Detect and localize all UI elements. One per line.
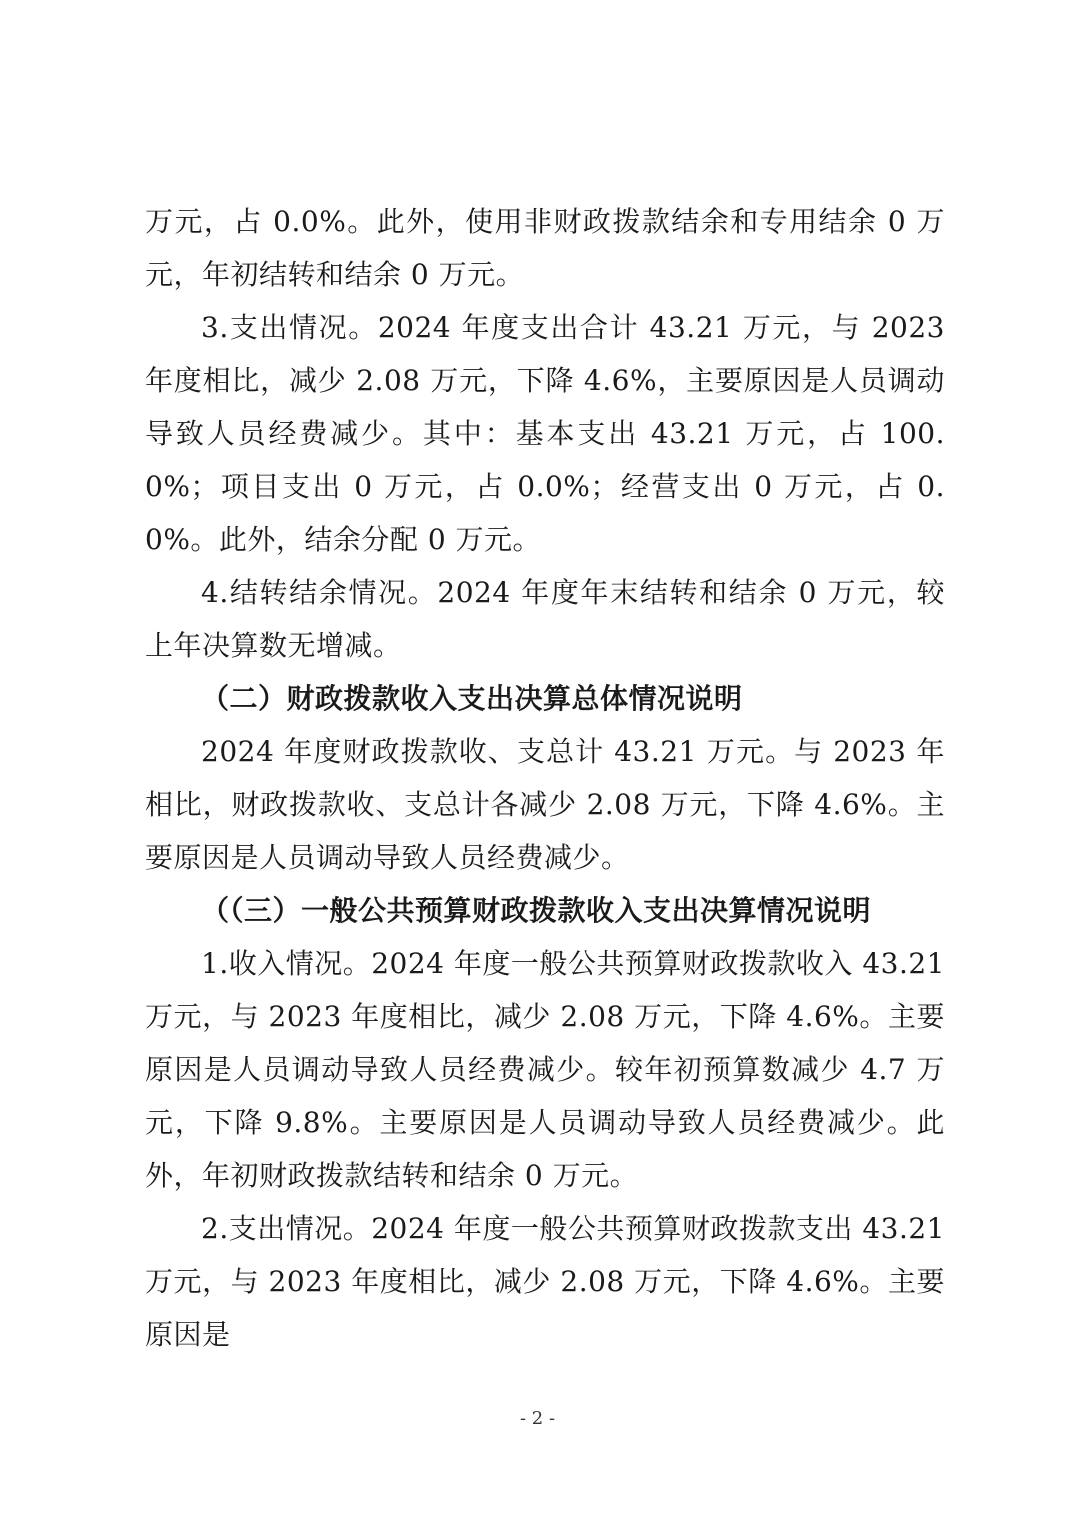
page-number: - 2 - bbox=[519, 1408, 556, 1429]
paragraph-carryover: 4.结转结余情况。2024 年度年末结转和结余 0 万元，较上年决算数无增减。 bbox=[145, 576, 945, 662]
paragraph-general-expenditure: 2.支出情况。2024 年度一般公共预算财政拨款支出 43.21 万元，与 2023 年度相比，减少 2.08 万元，下降 4.6%。主要原因是 bbox=[145, 1212, 945, 1351]
paragraph-income: 1.收入情况。2024 年度一般公共预算财政拨款收入 43.21 万元，与 2023 年度相比，减少 2.08 万元，下降 4.6%。主要原因是人员调动导致人员经费减少。较年初预算数减少 4.7 万元，下降 9.8%。主要原因是人员调动导致人员经费减少。此外，年初财政拨款结转和结余 0 万元。 bbox=[145, 947, 945, 1192]
section-heading-2: （二）财政拨款收入支出决算总体情况说明 bbox=[201, 682, 743, 715]
document-body bbox=[145, 195, 945, 1361]
paragraph-fiscal-overview: 2024 年度财政拨款收、支总计 43.21 万元。与 2023 年相比，财政拨款收、支总计各减少 2.08 万元，下降 4.6%。主要原因是人员调动导致人员经费减少。 bbox=[145, 735, 945, 874]
section-heading-3: （（三）一般公共预算财政拨款收入支出决算情况说明 bbox=[201, 894, 872, 927]
paragraph-expenditure: 3.支出情况。2024 年度支出合计 43.21 万元，与 2023 年度相比，减少 2.08 万元，下降 4.6%，主要原因是人员调动导致人员经费减少。其中：基本支出 43.21 万元，占 100.0%；项目支出 0 万元，占 0.0%；经营支出 0 万元，占 0.0%。此外，结余分配 0 万元。 bbox=[145, 311, 945, 556]
paragraph-continuation: 万元，占 0.0%。此外，使用非财政拨款结余和专用结余 0 万元，年初结转和结余 0 万元。 bbox=[145, 205, 945, 291]
